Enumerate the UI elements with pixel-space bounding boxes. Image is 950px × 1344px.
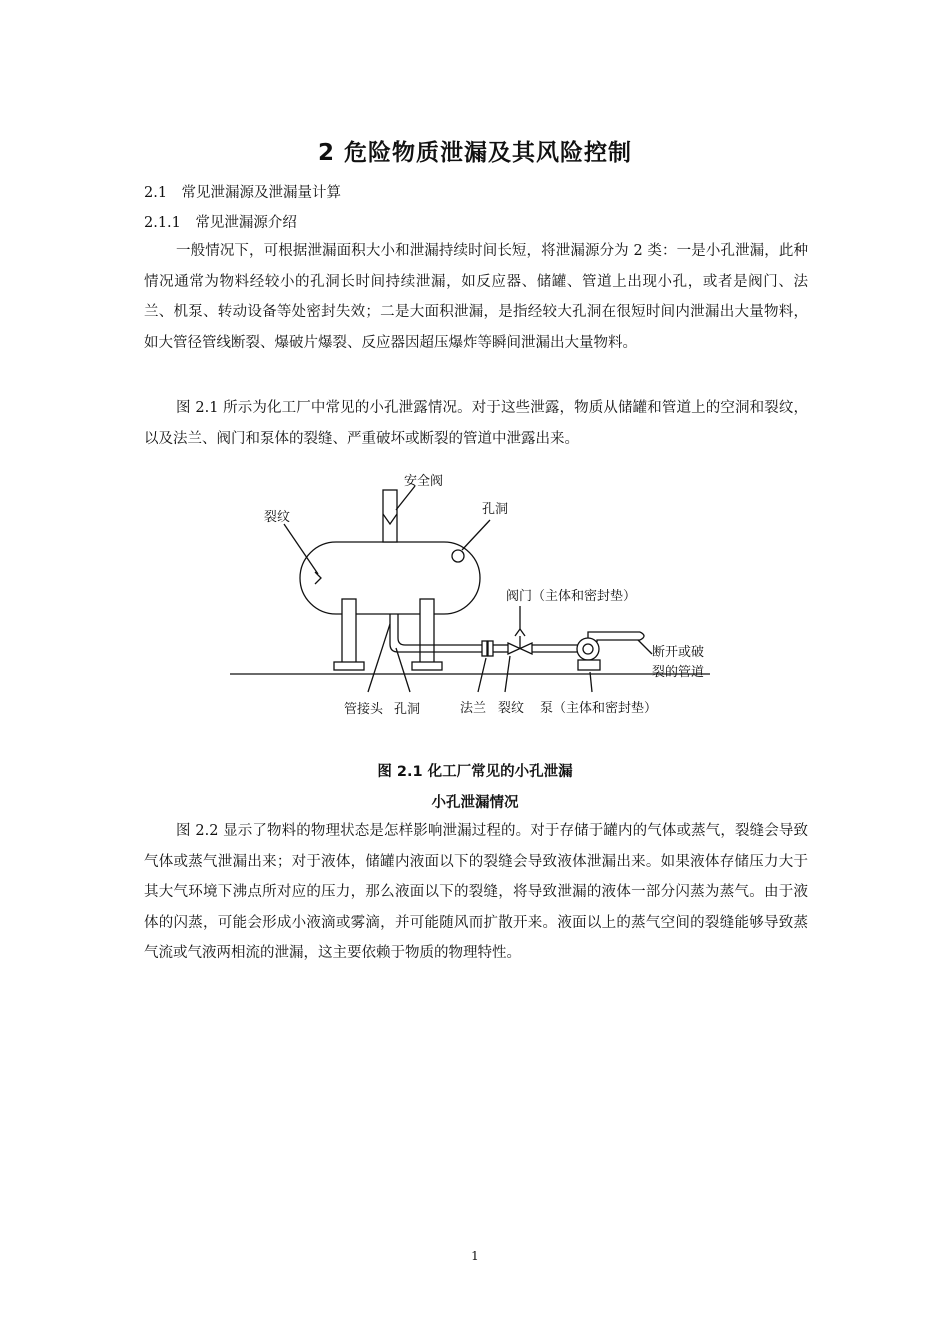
leader-safety-valve (396, 486, 415, 510)
pump-base (578, 660, 600, 670)
label-hole-tank: 孔洞 (482, 502, 509, 517)
label-flange: 法兰 (460, 701, 487, 716)
label-crack-tank: 裂纹 (264, 510, 291, 525)
leader-hole-pipe (396, 648, 410, 692)
subsection-heading: 2.1.1 常见泄漏源介绍 (144, 215, 297, 231)
label-pump: 泵（主体和密封垫） (540, 701, 658, 716)
broken-pipe-end (640, 632, 644, 640)
valve-handle (515, 629, 525, 636)
label-safety-valve: 安全阀 (404, 474, 444, 489)
label-pipe-joint: 管接头 (344, 702, 384, 717)
tank-support-right (420, 599, 434, 663)
tank-support-left (342, 599, 356, 663)
paragraph-1: 一般情况下，可根据泄漏面积大小和泄漏持续时间长短，将泄漏源分为 2 类：一是小孔泄漏，此种情况通常为物料经较小的孔洞长时间持续泄漏，如反应器、储罐、管道上出现小孔，或者是阀门、法兰、机泵、转动设备等处密封失效；二是大面积泄漏，是指经较大孔洞在很短时间内泄漏出大量物料，如大管径管线断裂、爆破片爆裂、反应器因超压爆炸等瞬间泄漏出大量物料。 (144, 243, 808, 351)
outlet-pipe-inner (398, 614, 482, 645)
chapter-title: 2 危险物质泄漏及其风险控制 (317, 140, 632, 166)
pump-body (577, 638, 599, 660)
figure-caption: 图 2.1 化工厂常见的小孔泄漏 (377, 764, 573, 780)
broken-pipe-bottom (597, 640, 640, 642)
section-heading: 2.1 常见泄漏源及泄漏量计算 (144, 185, 342, 201)
label-valve: 阀门（主体和密封垫） (506, 589, 637, 604)
label-broken-pipe-line2: 裂的管道 (652, 665, 705, 680)
label-broken-pipe-line1: 断开或破 (652, 645, 705, 660)
label-crack-pipe: 裂纹 (498, 701, 525, 716)
tank-hole-mark (452, 550, 464, 562)
broken-pipe-top (588, 632, 640, 638)
figure-small-hole-leaks (220, 466, 740, 726)
support-base-right (412, 662, 442, 670)
leader-hole-tank (462, 520, 490, 550)
leader-pipe-joint (368, 624, 390, 692)
leader-broken-pipe (638, 640, 652, 654)
label-hole-pipe: 孔洞 (394, 702, 421, 717)
outlet-pipe-top (390, 614, 482, 652)
paragraph-3: 图 2.2 显示了物料的物理状态是怎样影响泄漏过程的。对于存储于罐内的气体或蒸气，裂缝会导致气体或蒸气泄漏出来；对于液体，储罐内液面以下的裂缝会导致液体泄漏出来。如果液体存储压力大于其大气环境下沸点所对应的压力，那么液面以下的裂缝，将导致泄漏的液体一部分闪蒸为蒸气。由于液体的闪蒸，可能会形成小液滴或雾滴，并可能随风而扩散开来。液面以上的蒸气空间的裂缝能够导致蒸气流或气液两相流的泄漏，这主要依赖于物质的物理特性。 (144, 823, 808, 961)
figure-caption-subtitle: 小孔泄漏情况 (431, 795, 519, 811)
leader-pump (590, 672, 592, 692)
page-number: 1 (471, 1249, 479, 1263)
flange-plate-left (482, 641, 487, 656)
paragraph-2: 图 2.1 所示为化工厂中常见的小孔泄露情况。对于这些泄露，物质从储罐和管道上的空洞和裂纹，以及法兰、阀门和泵体的裂缝、严重破坏或断裂的管道中泄露出来。 (144, 400, 808, 447)
support-base-left (334, 662, 364, 670)
leader-flange (478, 658, 486, 692)
leader-crack-tank (284, 524, 318, 574)
flange-plate-right (488, 641, 493, 656)
